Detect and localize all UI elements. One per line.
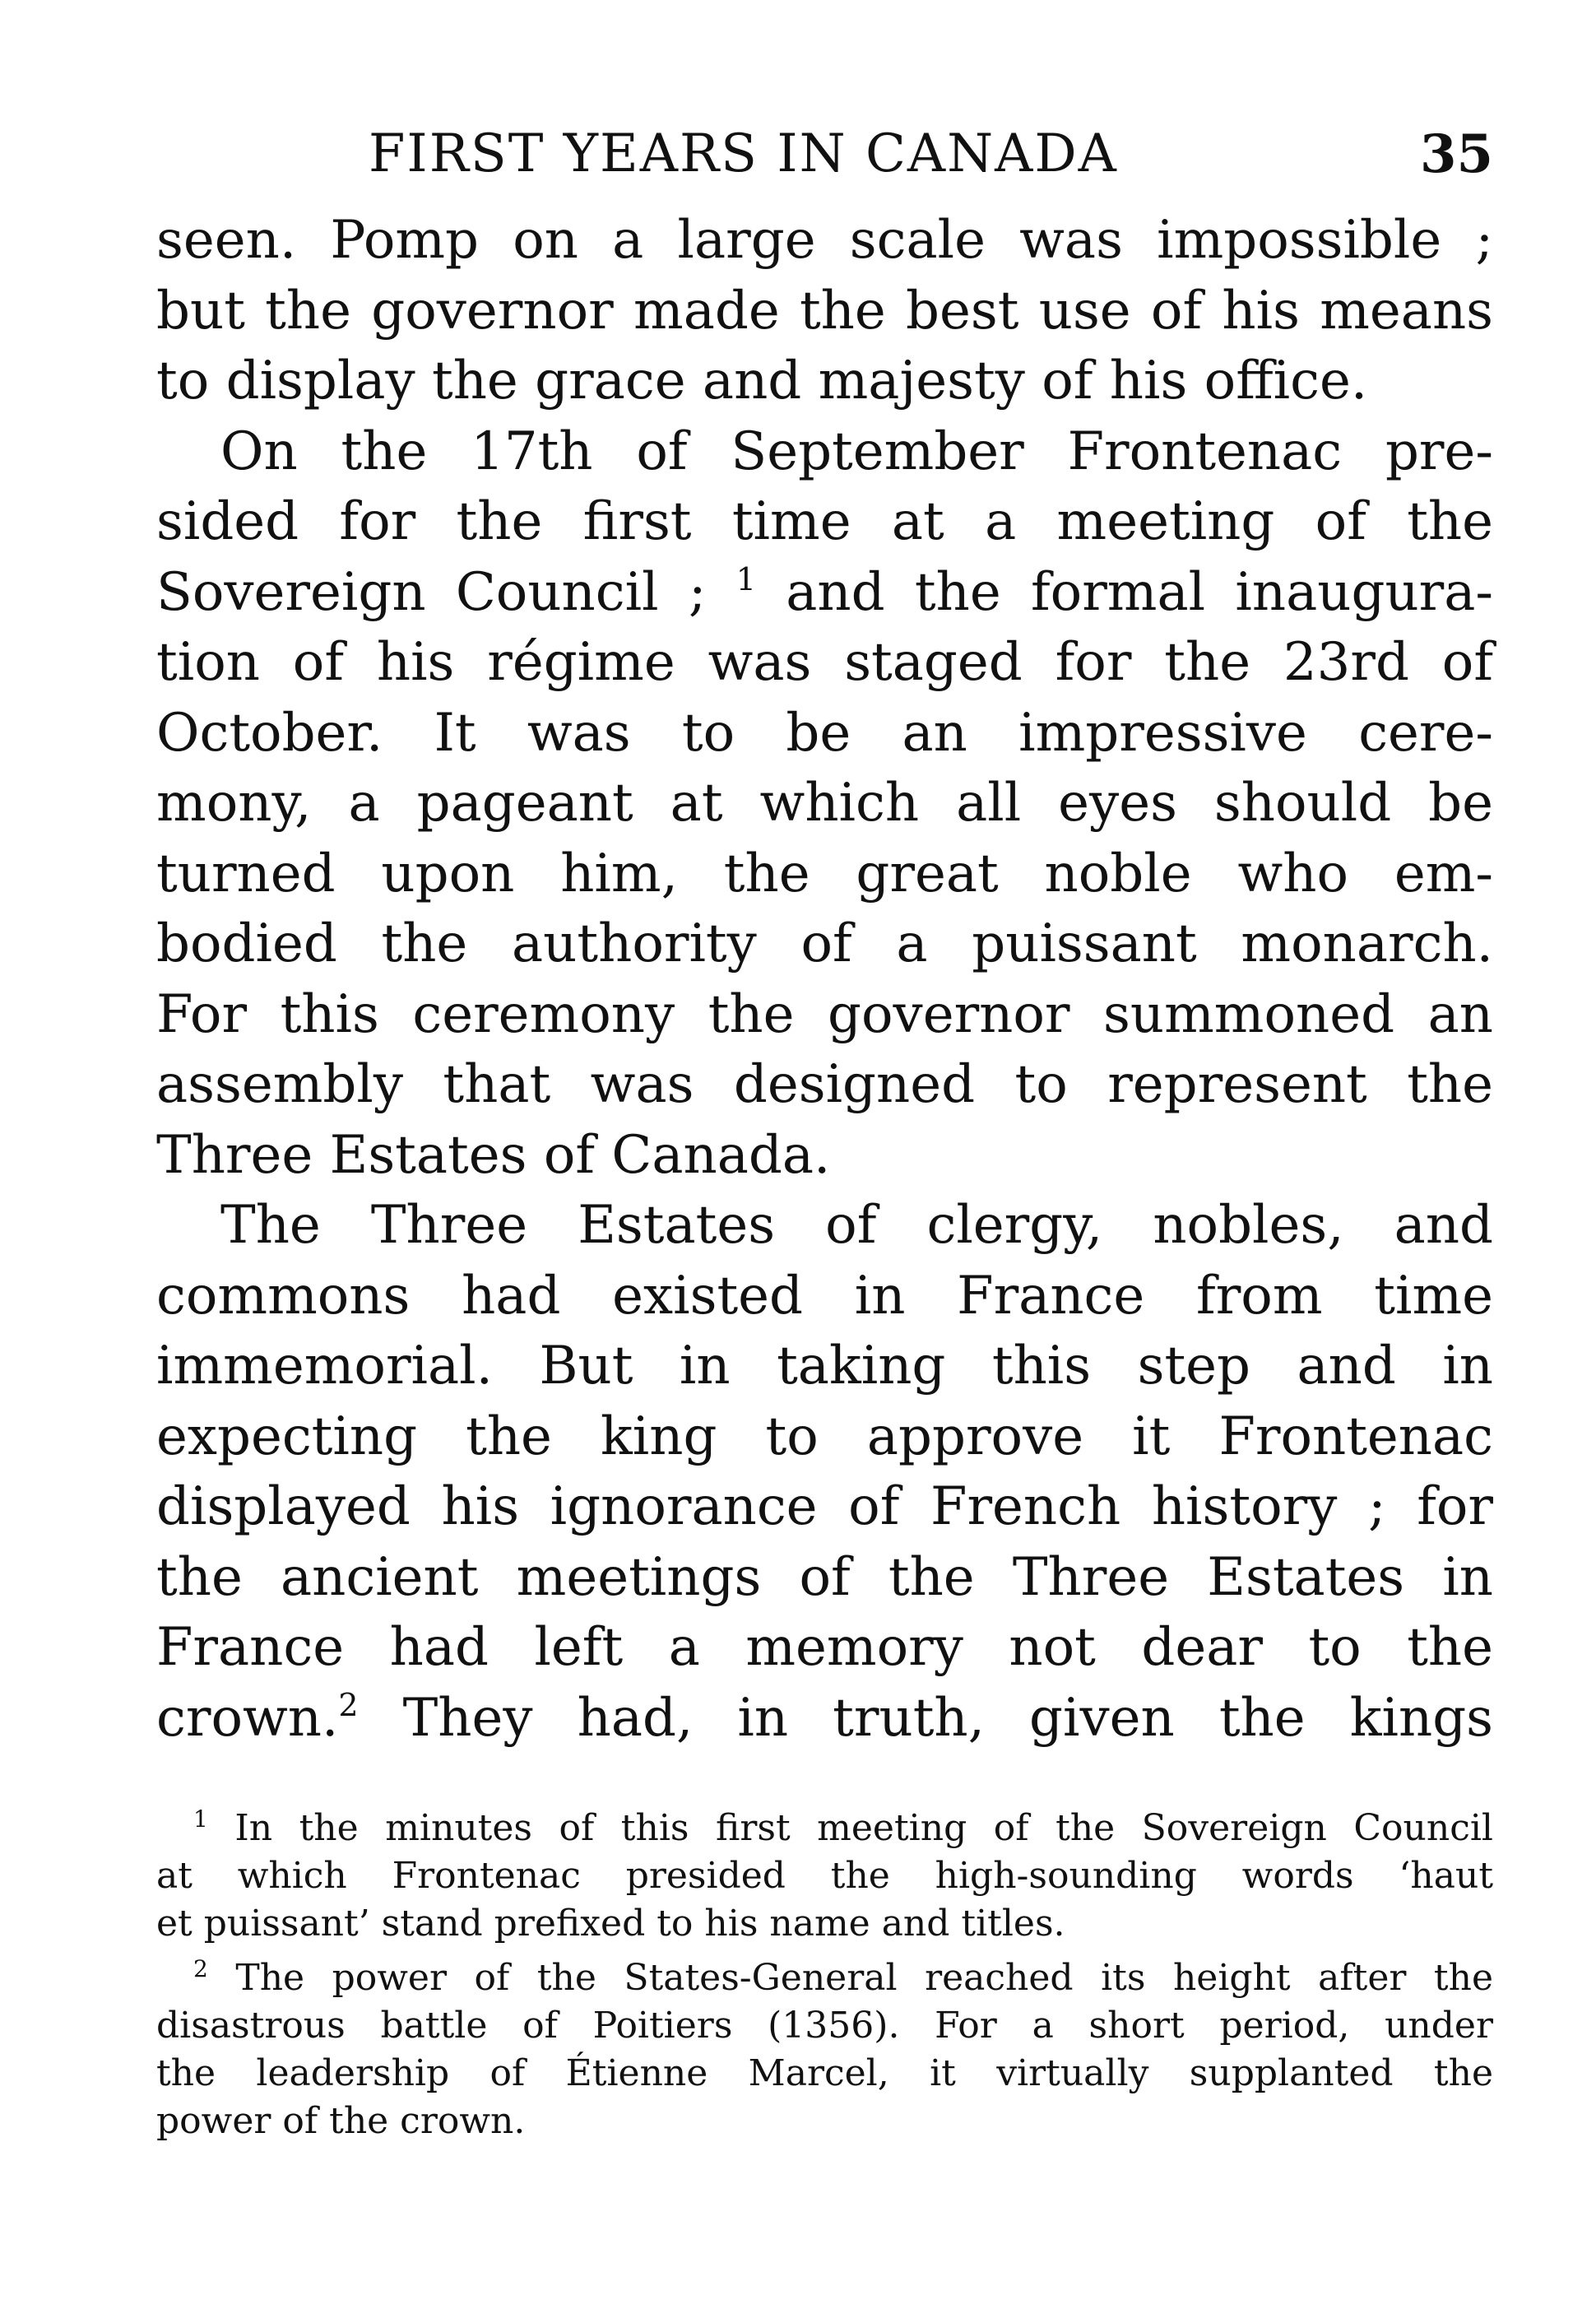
body-line: assembly that was designed to represent the bbox=[156, 1054, 1493, 1115]
footnote-2-line: disastrous battle of Poitiers (1356). For a short period, under bbox=[156, 2005, 1493, 2047]
body-line: to display the grace and majesty of his office. bbox=[156, 351, 1368, 411]
running-head bbox=[156, 115, 1493, 206]
footnote-2-marker: 2 bbox=[193, 1955, 208, 1982]
running-title: FIRST YEARS IN CANADA bbox=[369, 123, 1118, 184]
footnote-1-text: In the minutes of this first meeting of the Sovereign Council bbox=[234, 1807, 1493, 1849]
body-line-with-footnote-ref bbox=[156, 1684, 1493, 1754]
body-line-part: They had, in truth, given the kings bbox=[402, 1687, 1494, 1749]
footnote-2-line: the leadership of Étienne Marcel, it virtually supplanted the bbox=[156, 2052, 1493, 2094]
footnote-1-marker: 1 bbox=[193, 1805, 208, 1833]
body-line: mony, a pageant at which all eyes should be bbox=[156, 773, 1493, 834]
body-line: seen. Pomp on a large scale was impossible ; bbox=[156, 210, 1493, 271]
footnote-2-line bbox=[156, 1954, 1493, 2002]
body-line: For this ceremony the governor summoned an bbox=[156, 983, 1493, 1045]
body-line: tion of his régime was staged for the 23rd of bbox=[156, 632, 1493, 693]
body-line: the ancient meetings of the Three Estates in bbox=[156, 1546, 1493, 1608]
body-line: Three Estates of Canada. bbox=[156, 1124, 831, 1186]
body-line: but the governor made the best use of his means bbox=[156, 280, 1493, 342]
body-line: On the 17th of September Frontenac pre- bbox=[220, 421, 1493, 482]
book-page bbox=[156, 115, 1493, 2145]
body-line: displayed his ignorance of French history ; for bbox=[156, 1476, 1493, 1537]
body-line: expecting the king to approve it Frontenac bbox=[156, 1406, 1493, 1467]
body-line: immemorial. But in taking this step and in bbox=[156, 1336, 1493, 1396]
page-number: 35 bbox=[1419, 123, 1493, 185]
footnote-2-text: The power of the States-General reached its height after the bbox=[235, 1957, 1493, 1999]
body-line: sided for the first time at a meeting of the bbox=[156, 491, 1493, 552]
body-line: October. It was to be an impressive cere- bbox=[156, 702, 1493, 764]
body-line: The Three Estates of clergy, nobles, and bbox=[220, 1195, 1493, 1256]
body-line: France had left a memory not dear to the bbox=[156, 1617, 1493, 1678]
body-line-with-footnote-ref bbox=[156, 558, 1493, 629]
body-line-part: and the formal inaugura- bbox=[786, 561, 1494, 623]
footnote-ref-2: 2 bbox=[338, 1686, 359, 1723]
footnotes bbox=[156, 1805, 1493, 2145]
footnote-ref-1: 1 bbox=[735, 560, 756, 597]
footnote-1-line bbox=[156, 1805, 1493, 1852]
body-text bbox=[156, 206, 1493, 1754]
body-line: turned upon him, the great noble who em- bbox=[156, 843, 1493, 904]
body-line-part: Sovereign Council ; bbox=[156, 561, 707, 623]
footnote-2-line: power of the crown. bbox=[156, 2100, 526, 2142]
footnote-1-line: et puissant’ stand prefixed to his name and titles. bbox=[156, 1903, 1065, 1945]
footnote-1-line: at which Frontenac presided the high-sounding words ‘haut bbox=[156, 1855, 1493, 1897]
body-line: commons had existed in France from time bbox=[156, 1265, 1493, 1327]
body-line: bodied the authority of a puissant monarch. bbox=[156, 913, 1493, 974]
body-line-part: crown. bbox=[156, 1687, 339, 1749]
